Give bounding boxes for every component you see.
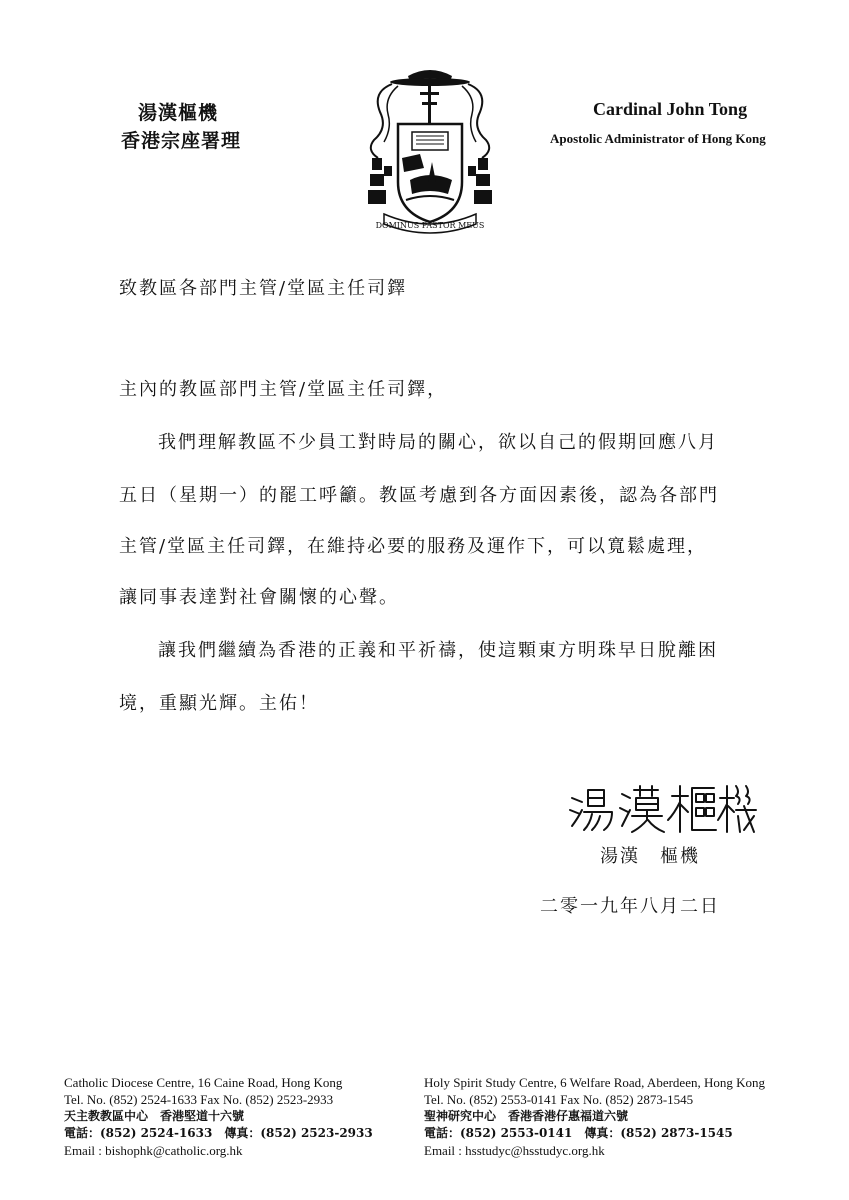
para1-line-3: 主管/堂區主任司鐸，在維持必要的服務及運作下，可以寬鬆處理， — [119, 536, 708, 557]
footer-left-email: Email : bishophk@catholic.org.hk — [64, 1143, 243, 1158]
footer-right-email: Email : hsstudyc@hsstudyc.org.hk — [424, 1143, 605, 1158]
header-name-en: Cardinal John Tong — [593, 99, 748, 119]
para1-line-1: 我們理解教區不少員工對時局的關心，欲以自己的假期回應八月 — [158, 432, 718, 453]
para2-line-2: 境，重顯光輝。主佑！ — [119, 693, 319, 714]
header-title-en: Apostolic Administrator of Hong Kong — [550, 131, 766, 146]
para1-line-2: 五日（星期一）的罷工呼籲。教區考慮到各方面因素後，認為各部門 — [119, 485, 719, 506]
svg-text:DOMINUS PASTOR MEUS: DOMINUS PASTOR MEUS — [375, 221, 485, 230]
footer-left-address-en: Catholic Diocese Centre, 16 Caine Road, Hong Kong — [64, 1075, 343, 1090]
footer-right — [424, 1074, 765, 1159]
coat-of-arms-icon — [362, 62, 498, 240]
footer-right-address-en: Holy Spirit Study Centre, 6 Welfare Road, Aberdeen, Hong Kong — [424, 1075, 765, 1090]
para2-line-1: 讓我們繼續為香港的正義和平祈禱，使這顆東方明珠早日脫離困 — [158, 640, 718, 661]
letter-date: 二零一九年八月二日 — [540, 896, 720, 917]
footer-left-tel-fax-en: Tel. No. (852) 2524-1633 Fax No. (852) 2523-2933 — [64, 1092, 334, 1107]
header-title-zh: 香港宗座署理 — [121, 130, 242, 152]
footer-right-tel-fax-zh: 電話：(852) 2553-0141 傳真：(852) 2873-1545 — [424, 1126, 733, 1140]
footer-left-address-zh: 天主教教區中心 香港堅道十六號 — [64, 1109, 245, 1123]
footer-left-tel-fax-zh: 電話：(852) 2524-1633 傳真：(852) 2523-2933 — [64, 1126, 373, 1140]
para1-line-4: 讓同事表達對社會關懷的心聲。 — [119, 587, 399, 608]
header-name-zh: 湯漢樞機 — [138, 102, 219, 124]
handwritten-signature — [568, 780, 758, 836]
footer-left — [64, 1074, 373, 1159]
footer-right-address-zh: 聖神研究中心 香港香港仔惠福道六號 — [424, 1109, 629, 1123]
recipient-line: 致教區各部門主管/堂區主任司鐸 — [119, 278, 408, 299]
footer-right-tel-fax-en: Tel. No. (852) 2553-0141 Fax No. (852) 2873-1545 — [424, 1092, 694, 1107]
signature-name: 湯漢 樞機 — [600, 846, 700, 867]
salutation: 主內的教區部門主管/堂區主任司鐸， — [119, 379, 448, 400]
